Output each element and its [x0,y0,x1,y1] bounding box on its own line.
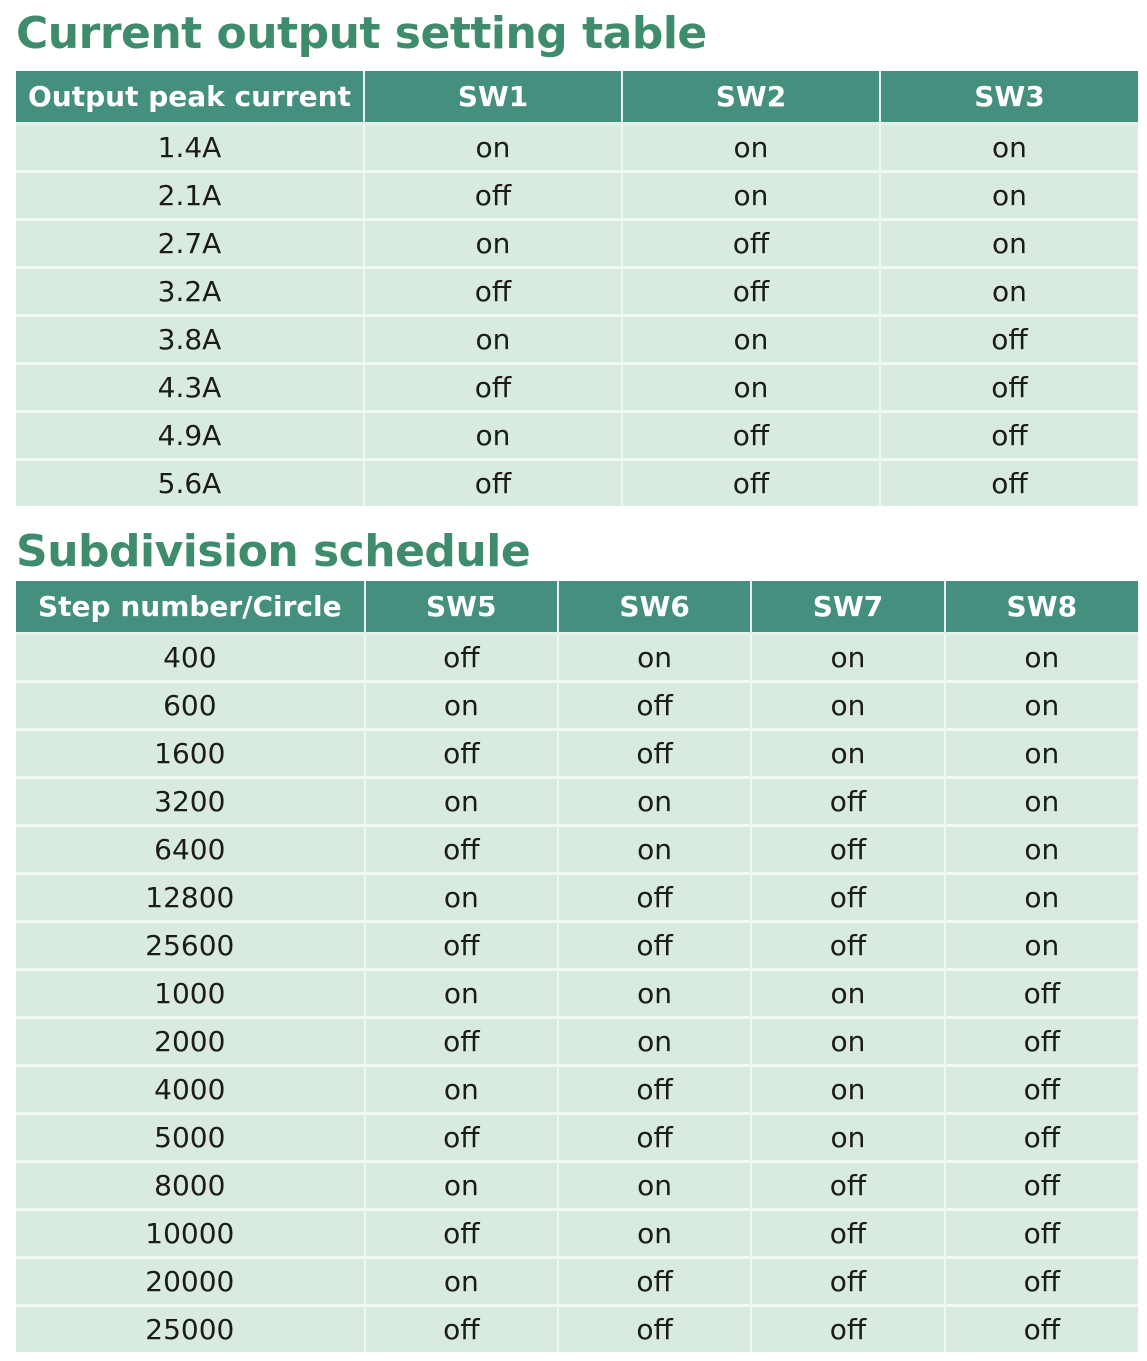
switch-state-cell: off [558,874,751,922]
switch-state-cell: on [365,970,558,1018]
table-row [16,682,1138,730]
table-row [16,1306,1138,1353]
switch-state-cell: on [751,1018,944,1066]
switch-state-cell: on [558,826,751,874]
subdivision-table [16,581,1138,1352]
table-row [16,1066,1138,1114]
row-label-cell: 8000 [16,1162,365,1210]
switch-state-cell: on [365,682,558,730]
column-header-sw2: SW2 [622,71,880,124]
row-label-cell: 6400 [16,826,365,874]
switch-state-cell: on [622,316,880,364]
switch-state-cell: off [751,874,944,922]
switch-state-cell: on [364,412,622,460]
table-row [16,922,1138,970]
switch-state-cell: on [945,922,1138,970]
switch-state-cell: off [945,1114,1138,1162]
switch-state-cell: off [365,634,558,682]
table-row [16,268,1138,316]
row-label-cell: 1.4A [16,124,364,172]
table-row [16,364,1138,412]
table-row [16,460,1138,507]
switch-state-cell: on [751,634,944,682]
table-row [16,172,1138,220]
column-header-sw6: SW6 [558,581,751,634]
switch-state-cell: on [751,1066,944,1114]
table-row [16,412,1138,460]
switch-state-cell: on [880,268,1138,316]
table-row [16,316,1138,364]
row-label-cell: 4000 [16,1066,365,1114]
column-header-sw3: SW3 [880,71,1138,124]
table-row [16,778,1138,826]
table-row [16,970,1138,1018]
row-label-cell: 10000 [16,1210,365,1258]
switch-state-cell: on [945,730,1138,778]
row-label-cell: 25000 [16,1306,365,1353]
switch-state-cell: off [751,1258,944,1306]
switch-state-cell: off [364,364,622,412]
row-label-cell: 1000 [16,970,365,1018]
switch-state-cell: off [880,364,1138,412]
switch-state-cell: off [622,220,880,268]
current-output-table [16,71,1138,506]
row-label-cell: 4.3A [16,364,364,412]
row-label-cell: 400 [16,634,365,682]
row-label-cell: 3200 [16,778,365,826]
switch-state-cell: off [880,460,1138,507]
row-label-cell: 1600 [16,730,365,778]
row-label-cell: 2.1A [16,172,364,220]
switch-state-cell: on [945,682,1138,730]
switch-state-cell: on [945,778,1138,826]
switch-state-cell: on [880,172,1138,220]
column-header-label: Output peak current [16,71,364,124]
switch-state-cell: on [622,172,880,220]
switch-state-cell: on [945,826,1138,874]
switch-state-cell: off [622,460,880,507]
row-label-cell: 12800 [16,874,365,922]
table-header-row [16,71,1138,124]
switch-state-cell: off [751,778,944,826]
switch-state-cell: on [880,124,1138,172]
row-label-cell: 3.2A [16,268,364,316]
switch-state-cell: off [945,1162,1138,1210]
switch-state-cell: on [365,1162,558,1210]
column-header-sw8: SW8 [945,581,1138,634]
subdivision-table-title: Subdivision schedule [16,526,531,577]
switch-state-cell: off [558,1066,751,1114]
switch-state-cell: on [365,1066,558,1114]
table-header-row [16,581,1138,634]
switch-state-cell: off [945,1066,1138,1114]
switch-state-cell: off [751,1210,944,1258]
switch-state-cell: on [622,364,880,412]
row-label-cell: 25600 [16,922,365,970]
switch-state-cell: off [945,970,1138,1018]
switch-state-cell: off [558,922,751,970]
switch-state-cell: on [751,730,944,778]
switch-state-cell: on [880,220,1138,268]
switch-state-cell: on [364,124,622,172]
table-row [16,1162,1138,1210]
switch-state-cell: off [365,1018,558,1066]
switch-state-cell: on [558,1162,751,1210]
switch-state-cell: off [945,1258,1138,1306]
column-header-sw7: SW7 [751,581,944,634]
switch-state-cell: off [365,922,558,970]
table-row [16,220,1138,268]
switch-state-cell: on [558,1210,751,1258]
column-header-sw5: SW5 [365,581,558,634]
column-header-label: Step number/Circle [16,581,365,634]
switch-state-cell: off [364,460,622,507]
switch-state-cell: on [364,220,622,268]
row-label-cell: 2.7A [16,220,364,268]
row-label-cell: 5000 [16,1114,365,1162]
table-row [16,634,1138,682]
row-label-cell: 5.6A [16,460,364,507]
switch-state-cell: off [751,826,944,874]
table-row [16,1018,1138,1066]
switch-state-cell: on [365,778,558,826]
switch-state-cell: off [751,1162,944,1210]
switch-state-cell: off [365,730,558,778]
table-row [16,124,1138,172]
switch-state-cell: off [558,1306,751,1353]
switch-state-cell: off [945,1210,1138,1258]
switch-state-cell: on [751,970,944,1018]
switch-state-cell: on [622,124,880,172]
switch-state-cell: off [365,1114,558,1162]
table-row [16,874,1138,922]
switch-state-cell: off [364,268,622,316]
switch-state-cell: off [622,412,880,460]
switch-state-cell: off [365,1210,558,1258]
row-label-cell: 4.9A [16,412,364,460]
switch-state-cell: on [558,970,751,1018]
switch-state-cell: off [558,1114,751,1162]
switch-state-cell: off [880,412,1138,460]
switch-state-cell: on [945,874,1138,922]
switch-state-cell: on [558,778,751,826]
switch-state-cell: on [751,1114,944,1162]
switch-state-cell: off [365,1306,558,1353]
switch-state-cell: on [558,634,751,682]
column-header-sw1: SW1 [364,71,622,124]
switch-state-cell: off [364,172,622,220]
table-row [16,1114,1138,1162]
table-row [16,1210,1138,1258]
switch-state-cell: off [945,1306,1138,1353]
switch-state-cell: off [751,1306,944,1353]
switch-state-cell: on [945,634,1138,682]
table-row [16,1258,1138,1306]
switch-state-cell: on [364,316,622,364]
row-label-cell: 3.8A [16,316,364,364]
row-label-cell: 20000 [16,1258,365,1306]
switch-state-cell: off [751,922,944,970]
switch-state-cell: off [558,1258,751,1306]
switch-state-cell: on [365,1258,558,1306]
switch-state-cell: off [558,682,751,730]
switch-state-cell: on [751,682,944,730]
switch-state-cell: off [880,316,1138,364]
switch-state-cell: off [945,1018,1138,1066]
switch-state-cell: on [558,1018,751,1066]
switch-state-cell: off [365,826,558,874]
switch-state-cell: off [558,730,751,778]
table-row [16,730,1138,778]
switch-state-cell: off [622,268,880,316]
table-row [16,826,1138,874]
switch-state-cell: on [365,874,558,922]
row-label-cell: 600 [16,682,365,730]
row-label-cell: 2000 [16,1018,365,1066]
current-table-title: Current output setting table [16,8,707,59]
